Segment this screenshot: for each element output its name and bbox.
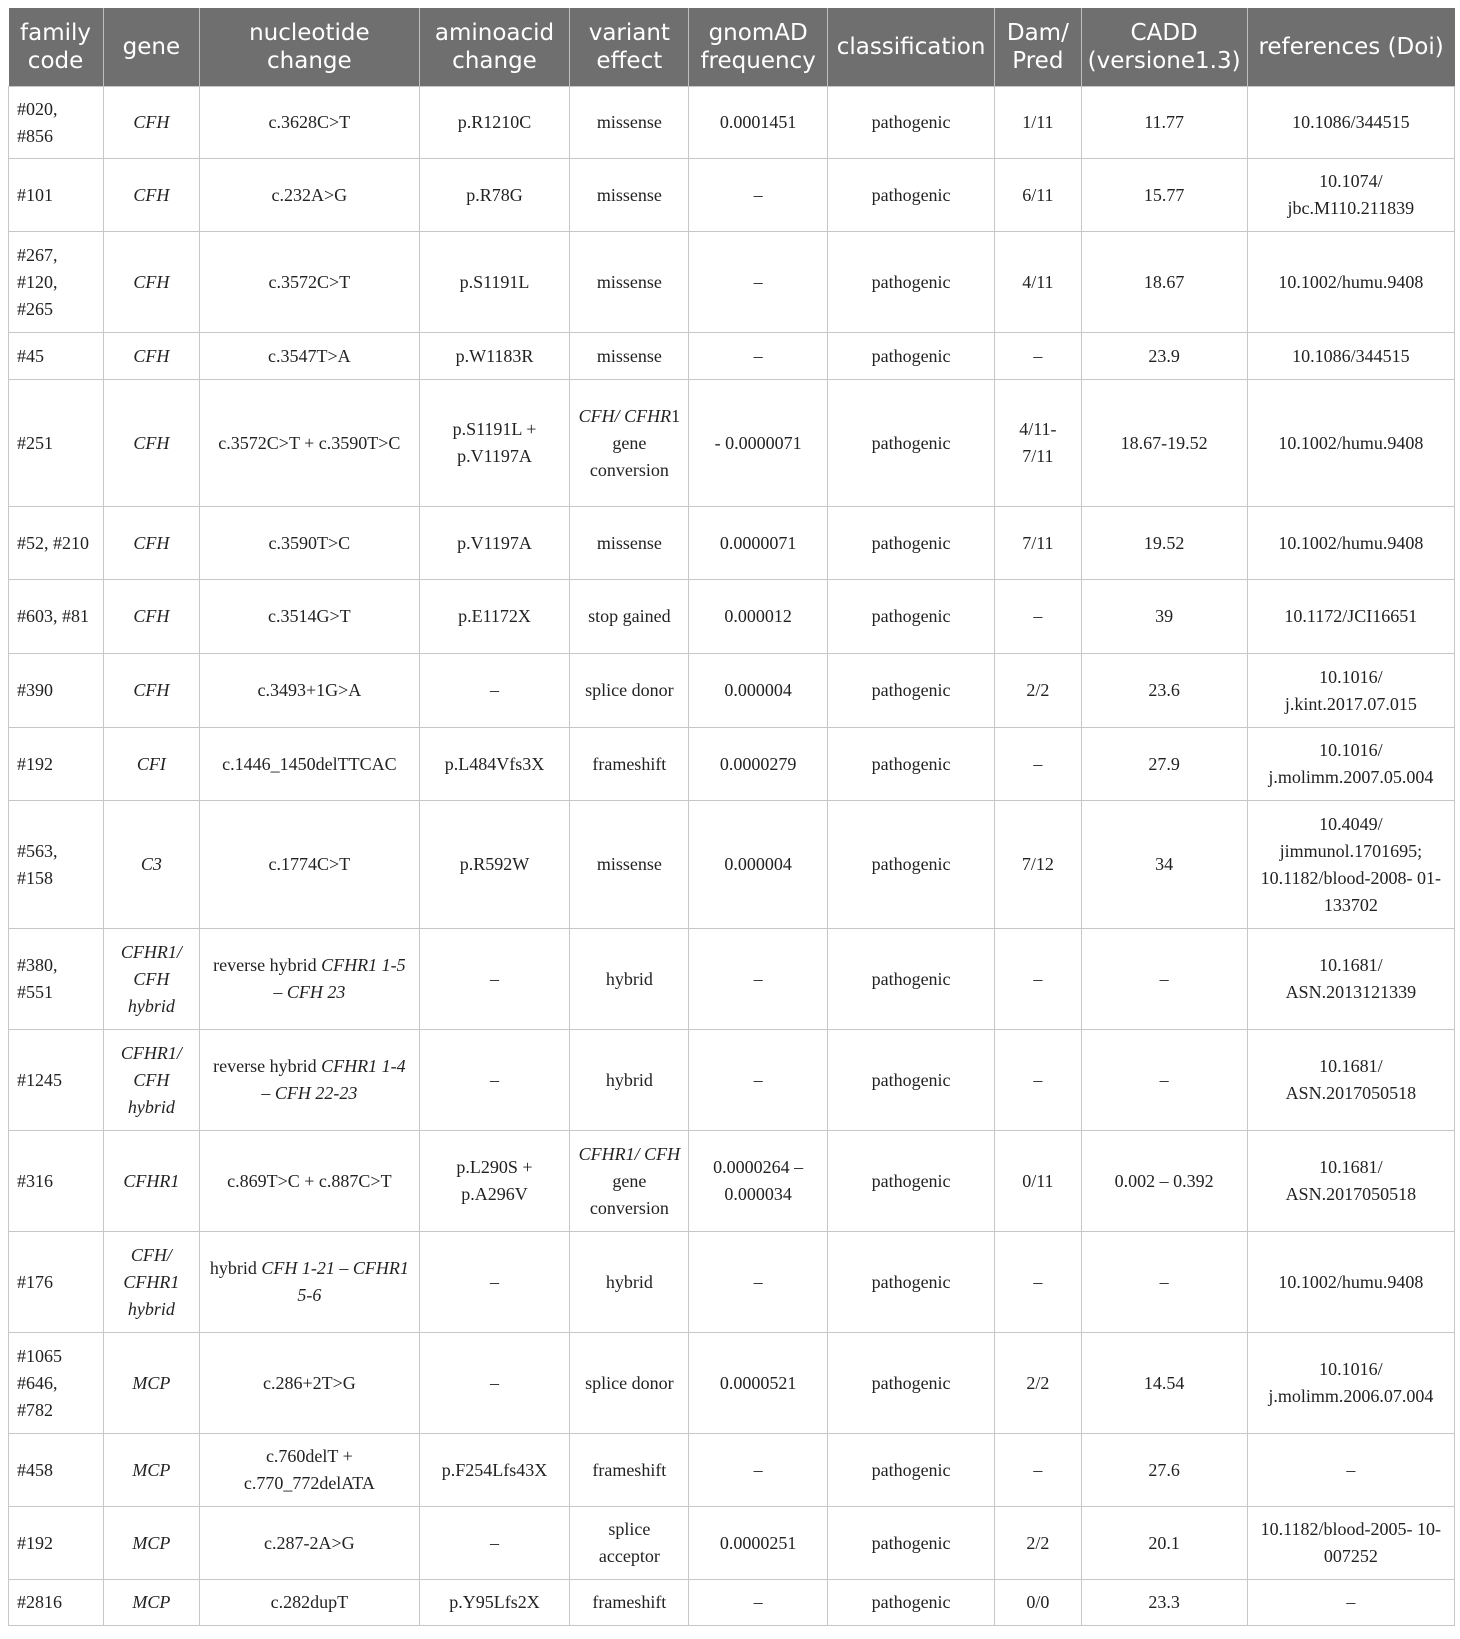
table-row <box>9 654 1455 728</box>
variant-effect-cell <box>570 1131 689 1232</box>
dam-pred-cell: 2/2 <box>995 654 1082 728</box>
family-code-cell: #020, #856 <box>9 87 104 159</box>
column-header-nucleotide-change[interactable]: nucleotide change <box>200 8 419 87</box>
gene-cell <box>103 1232 200 1333</box>
gene-cell <box>103 1507 200 1580</box>
aminoacid-change-cell: – <box>419 1507 570 1580</box>
reference-cell[interactable]: – <box>1247 1580 1454 1626</box>
family-code-cell: #45 <box>9 333 104 380</box>
gene-name: CFH <box>133 184 170 205</box>
gene-name: CFH <box>133 680 170 700</box>
aminoacid-change-cell: p.V1197A <box>419 507 570 580</box>
gene-name: MCP <box>132 1459 171 1480</box>
nucleotide-change-gene-part: CFHR1 1-4 – CFH 22-23 <box>261 1056 406 1103</box>
reference-cell[interactable]: 10.1016/ j.molimm.2006.07.004 <box>1247 1333 1454 1434</box>
gene-name: MCP <box>132 1532 171 1553</box>
cadd-cell: – <box>1081 1232 1247 1333</box>
gene-cell <box>103 580 200 654</box>
nucleotide-change-cell: c.232A>G <box>200 159 419 232</box>
gnomad-frequency-cell: – <box>689 159 828 232</box>
family-code-cell: #192 <box>9 728 104 801</box>
table-row <box>9 380 1455 507</box>
nucleotide-change-gene-part: CFHR1 1-5 – CFH 23 <box>273 955 406 1002</box>
dam-pred-cell: – <box>995 333 1082 380</box>
reference-cell[interactable]: 10.1016/ j.molimm.2007.05.004 <box>1247 728 1454 801</box>
nucleotide-change-cell: c.3572C>T + c.3590T>C <box>200 380 419 507</box>
aminoacid-change-cell: p.L290S + p.A296V <box>419 1131 570 1232</box>
nucleotide-change-cell: c.1774C>T <box>200 801 419 929</box>
aminoacid-change-cell: p.F254Lfs43X <box>419 1434 570 1507</box>
gene-name: MCP <box>132 1592 171 1612</box>
dam-pred-cell: 6/11 <box>995 159 1082 232</box>
gnomad-frequency-cell: – <box>689 929 828 1030</box>
variants-table-container <box>8 8 1455 1626</box>
table-row <box>9 1333 1455 1434</box>
variant-effect-cell: missense <box>570 159 689 232</box>
aminoacid-change-cell: – <box>419 1030 570 1131</box>
nucleotide-change-cell <box>200 1030 419 1131</box>
dam-pred-cell: 7/12 <box>995 801 1082 929</box>
cadd-cell: 23.6 <box>1081 654 1247 728</box>
dam-pred-cell: 0/0 <box>995 1580 1082 1626</box>
dam-pred-cell: 0/11 <box>995 1131 1082 1232</box>
family-code-cell: #1065 #646, #782 <box>9 1333 104 1434</box>
family-code-cell: #176 <box>9 1232 104 1333</box>
dam-pred-cell: 2/2 <box>995 1507 1082 1580</box>
classification-cell: pathogenic <box>828 507 995 580</box>
variant-effect-cell: frameshift <box>570 1580 689 1626</box>
nucleotide-change-cell: c.282dupT <box>200 1580 419 1626</box>
gnomad-frequency-cell: – <box>689 1232 828 1333</box>
reference-cell[interactable]: 10.1074/ jbc.M110.211839 <box>1247 159 1454 232</box>
gene-cell <box>103 1434 200 1507</box>
cadd-cell: 23.9 <box>1081 333 1247 380</box>
gene-name: C3 <box>140 854 162 874</box>
gnomad-frequency-cell: 0.0000264 – 0.000034 <box>689 1131 828 1232</box>
nucleotide-change-cell: c.869T>C + c.887C>T <box>200 1131 419 1232</box>
variant-effect-cell: missense <box>570 333 689 380</box>
gene-cell <box>103 1580 200 1626</box>
classification-cell: pathogenic <box>828 728 995 801</box>
aminoacid-change-cell: p.L484Vfs3X <box>419 728 570 801</box>
variant-effect-cell: missense <box>570 232 689 333</box>
nucleotide-change-cell <box>200 929 419 1030</box>
gene-cell <box>103 232 200 333</box>
reference-cell[interactable]: 10.1002/humu.9408 <box>1247 380 1454 507</box>
classification-cell: pathogenic <box>828 1434 995 1507</box>
family-code-cell: #316 <box>9 1131 104 1232</box>
gene-cell <box>103 1030 200 1131</box>
gene-name: CFH <box>133 532 170 553</box>
dam-pred-cell: 2/2 <box>995 1333 1082 1434</box>
reference-cell[interactable]: 10.1681/ ASN.2017050518 <box>1247 1030 1454 1131</box>
family-code-cell: #192 <box>9 1507 104 1580</box>
classification-cell: pathogenic <box>828 1030 995 1131</box>
gnomad-frequency-cell: – <box>689 232 828 333</box>
reference-cell[interactable]: 10.1002/humu.9408 <box>1247 232 1454 333</box>
variant-effect-cell: hybrid <box>570 1030 689 1131</box>
cadd-cell: 20.1 <box>1081 1507 1247 1580</box>
variant-effect-gene-part: CFH/ CFHR <box>578 405 672 426</box>
variant-effect-cell: missense <box>570 87 689 159</box>
variant-effect-cell: missense <box>570 507 689 580</box>
cadd-cell: 34 <box>1081 801 1247 929</box>
nucleotide-change-cell: c.3514G>T <box>200 580 419 654</box>
nucleotide-change-cell: c.287-2A>G <box>200 1507 419 1580</box>
classification-cell: pathogenic <box>828 1232 995 1333</box>
aminoacid-change-cell: – <box>419 1333 570 1434</box>
nucleotide-change-text-part: hybrid <box>209 1258 262 1278</box>
aminoacid-change-cell: p.S1191L <box>419 232 570 333</box>
gene-cell <box>103 929 200 1030</box>
gene-cell <box>103 654 200 728</box>
gene-name: CFH <box>133 271 170 292</box>
gene-cell <box>103 1333 200 1434</box>
gnomad-frequency-cell: – <box>689 1434 828 1507</box>
reference-cell[interactable]: 10.1002/humu.9408 <box>1247 1232 1454 1333</box>
aminoacid-change-cell: – <box>419 929 570 1030</box>
variant-effect-gene-part: CFHR1/ CFH <box>578 1143 681 1164</box>
aminoacid-change-cell: p.S1191L + p.V1197A <box>419 380 570 507</box>
aminoacid-change-cell: p.R592W <box>419 801 570 929</box>
variant-effect-text-part: gene conversion <box>589 1170 669 1218</box>
nucleotide-change-gene-part: CFH 1-21 – CFHR1 5-6 <box>261 1258 409 1305</box>
reference-cell[interactable]: 10.1681/ ASN.2017050518 <box>1247 1131 1454 1232</box>
gene-cell <box>103 380 200 507</box>
dam-pred-cell: 4/11 <box>995 232 1082 333</box>
reference-cell[interactable]: 10.1016/ j.kint.2017.07.015 <box>1247 654 1454 728</box>
variant-effect-cell: hybrid <box>570 929 689 1030</box>
column-header-dam-pred[interactable]: Dam/ Pred <box>995 8 1082 87</box>
dam-pred-cell: 7/11 <box>995 507 1082 580</box>
classification-cell: pathogenic <box>828 380 995 507</box>
table-row <box>9 801 1455 929</box>
reference-cell[interactable]: 10.1182/blood-2005- 10-007252 <box>1247 1507 1454 1580</box>
gene-cell <box>103 801 200 929</box>
gnomad-frequency-cell: – <box>689 1030 828 1131</box>
aminoacid-change-cell: – <box>419 654 570 728</box>
dam-pred-cell: – <box>995 580 1082 654</box>
gene-name: CFH <box>133 345 170 366</box>
classification-cell: pathogenic <box>828 232 995 333</box>
gnomad-frequency-cell: 0.0000071 <box>689 507 828 580</box>
reference-cell[interactable]: 10.1086/344515 <box>1247 333 1454 380</box>
classification-cell: pathogenic <box>828 1333 995 1434</box>
variant-effect-cell: splice donor <box>570 1333 689 1434</box>
nucleotide-change-cell: c.3493+1G>A <box>200 654 419 728</box>
cadd-cell: 11.77 <box>1081 87 1247 159</box>
reference-cell[interactable]: 10.1086/344515 <box>1247 87 1454 159</box>
family-code-cell: #2816 <box>9 1580 104 1626</box>
column-header-gene[interactable]: gene <box>103 8 200 87</box>
column-header-family-code[interactable]: family code <box>9 8 104 87</box>
table-row <box>9 1232 1455 1333</box>
table-row <box>9 929 1455 1030</box>
table-row <box>9 333 1455 380</box>
gnomad-frequency-cell: 0.0000251 <box>689 1507 828 1580</box>
family-code-cell: #52, #210 <box>9 507 104 580</box>
nucleotide-change-cell: c.3572C>T <box>200 232 419 333</box>
gene-name: CFH <box>133 432 170 453</box>
table-row <box>9 1030 1455 1131</box>
nucleotide-change-cell: c.760delT + c.770_772delATA <box>200 1434 419 1507</box>
cadd-cell: 27.6 <box>1081 1434 1247 1507</box>
gene-name: MCP <box>132 1372 171 1393</box>
gene-name: CFH <box>133 606 170 626</box>
table-row <box>9 87 1455 159</box>
column-header-classification[interactable]: classification <box>828 8 995 87</box>
gnomad-frequency-cell: - 0.0000071 <box>689 380 828 507</box>
table-row <box>9 159 1455 232</box>
gnomad-frequency-cell: 0.000004 <box>689 654 828 728</box>
cadd-cell: – <box>1081 929 1247 1030</box>
dam-pred-cell: – <box>995 1030 1082 1131</box>
classification-cell: pathogenic <box>828 333 995 380</box>
column-header-aminoacid-change[interactable]: aminoacid change <box>419 8 570 87</box>
cadd-cell: 27.9 <box>1081 728 1247 801</box>
gnomad-frequency-cell: – <box>689 333 828 380</box>
cadd-cell: 23.3 <box>1081 1580 1247 1626</box>
reference-cell[interactable]: 10.1002/humu.9408 <box>1247 507 1454 580</box>
cadd-cell: 15.77 <box>1081 159 1247 232</box>
nucleotide-change-text-part: reverse hybrid <box>213 955 322 975</box>
aminoacid-change-cell: – <box>419 1232 570 1333</box>
classification-cell: pathogenic <box>828 580 995 654</box>
variants-table <box>8 8 1455 1626</box>
table-row <box>9 507 1455 580</box>
table-row <box>9 728 1455 801</box>
nucleotide-change-text-part: reverse hybrid <box>213 1056 322 1076</box>
aminoacid-change-cell: p.W1183R <box>419 333 570 380</box>
family-code-cell: #267, #120, #265 <box>9 232 104 333</box>
gene-cell <box>103 728 200 801</box>
family-code-cell: #251 <box>9 380 104 507</box>
aminoacid-change-cell: p.R78G <box>419 159 570 232</box>
family-code-cell: #458 <box>9 1434 104 1507</box>
table-row <box>9 1580 1455 1626</box>
gene-name: CFH/ CFHR1 hybrid <box>123 1244 180 1319</box>
classification-cell: pathogenic <box>828 654 995 728</box>
variant-effect-cell: missense <box>570 801 689 929</box>
family-code-cell: #603, #81 <box>9 580 104 654</box>
table-row <box>9 1507 1455 1580</box>
family-code-cell: #380, #551 <box>9 929 104 1030</box>
gene-name: CFI <box>136 753 166 774</box>
gnomad-frequency-cell: 0.0000521 <box>689 1333 828 1434</box>
column-header-cadd[interactable]: CADD (versione1.3) <box>1081 8 1247 87</box>
reference-cell[interactable]: 10.1172/JCI16651 <box>1247 580 1454 654</box>
dam-pred-cell: – <box>995 1434 1082 1507</box>
nucleotide-change-cell: c.1446_1450delTTCAC <box>200 728 419 801</box>
nucleotide-change-cell: c.3590T>C <box>200 507 419 580</box>
variant-effect-cell: stop gained <box>570 580 689 654</box>
family-code-cell: #563, #158 <box>9 801 104 929</box>
table-row <box>9 1434 1455 1507</box>
family-code-cell: #390 <box>9 654 104 728</box>
column-header-references[interactable]: references (Doi) <box>1247 8 1454 87</box>
aminoacid-change-cell: p.Y95Lfs2X <box>419 1580 570 1626</box>
cadd-cell: 0.002 – 0.392 <box>1081 1131 1247 1232</box>
classification-cell: pathogenic <box>828 1507 995 1580</box>
gene-name: CFHR1/ CFH hybrid <box>120 1042 182 1117</box>
cadd-cell: 18.67 <box>1081 232 1247 333</box>
variant-effect-cell: frameshift <box>570 1434 689 1507</box>
gene-cell <box>103 333 200 380</box>
table-row <box>9 232 1455 333</box>
classification-cell: pathogenic <box>828 87 995 159</box>
variant-effect-cell: splice donor <box>570 654 689 728</box>
variant-effect-cell <box>570 380 689 507</box>
reference-cell[interactable]: – <box>1247 1434 1454 1507</box>
gene-cell <box>103 1131 200 1232</box>
cadd-cell: 39 <box>1081 580 1247 654</box>
header-row <box>9 8 1455 87</box>
classification-cell: pathogenic <box>828 929 995 1030</box>
column-header-variant-effect[interactable]: variant effect <box>570 8 689 87</box>
gnomad-frequency-cell: 0.0001451 <box>689 87 828 159</box>
gnomad-frequency-cell: – <box>689 1580 828 1626</box>
classification-cell: pathogenic <box>828 159 995 232</box>
gene-cell <box>103 87 200 159</box>
variant-effect-cell: frameshift <box>570 728 689 801</box>
classification-cell: pathogenic <box>828 1131 995 1232</box>
classification-cell: pathogenic <box>828 1580 995 1626</box>
variant-effect-cell: splice acceptor <box>570 1507 689 1580</box>
gene-name: CFH <box>133 112 170 132</box>
reference-cell[interactable]: 10.1681/ ASN.2013121339 <box>1247 929 1454 1030</box>
classification-cell: pathogenic <box>828 801 995 929</box>
reference-cell[interactable]: 10.4049/ jimmunol.1701695; 10.1182/blood-2008- 01-133702 <box>1247 801 1454 929</box>
variant-effect-text-part: 1 gene conversion <box>589 405 681 480</box>
nucleotide-change-cell: c.286+2T>G <box>200 1333 419 1434</box>
gnomad-frequency-cell: 0.000004 <box>689 801 828 929</box>
dam-pred-cell: 1/11 <box>995 87 1082 159</box>
cadd-cell: – <box>1081 1030 1247 1131</box>
family-code-cell: #1245 <box>9 1030 104 1131</box>
gene-cell <box>103 507 200 580</box>
nucleotide-change-cell: c.3628C>T <box>200 87 419 159</box>
table-row <box>9 580 1455 654</box>
gene-name: CFHR1 <box>123 1170 180 1191</box>
gnomad-frequency-cell: 0.0000279 <box>689 728 828 801</box>
dam-pred-cell: – <box>995 728 1082 801</box>
aminoacid-change-cell: p.R1210C <box>419 87 570 159</box>
gnomad-frequency-cell: 0.000012 <box>689 580 828 654</box>
cadd-cell: 18.67-19.52 <box>1081 380 1247 507</box>
dam-pred-cell: 4/11- 7/11 <box>995 380 1082 507</box>
nucleotide-change-cell: c.3547T>A <box>200 333 419 380</box>
dam-pred-cell: – <box>995 1232 1082 1333</box>
table-row <box>9 1131 1455 1232</box>
cadd-cell: 19.52 <box>1081 507 1247 580</box>
nucleotide-change-cell <box>200 1232 419 1333</box>
dam-pred-cell: – <box>995 929 1082 1030</box>
aminoacid-change-cell: p.E1172X <box>419 580 570 654</box>
gene-cell <box>103 159 200 232</box>
gene-name: CFHR1/ CFH hybrid <box>120 941 182 1016</box>
family-code-cell: #101 <box>9 159 104 232</box>
cadd-cell: 14.54 <box>1081 1333 1247 1434</box>
column-header-gnomad-frequency[interactable]: gnomAD frequency <box>689 8 828 87</box>
variant-effect-cell: hybrid <box>570 1232 689 1333</box>
